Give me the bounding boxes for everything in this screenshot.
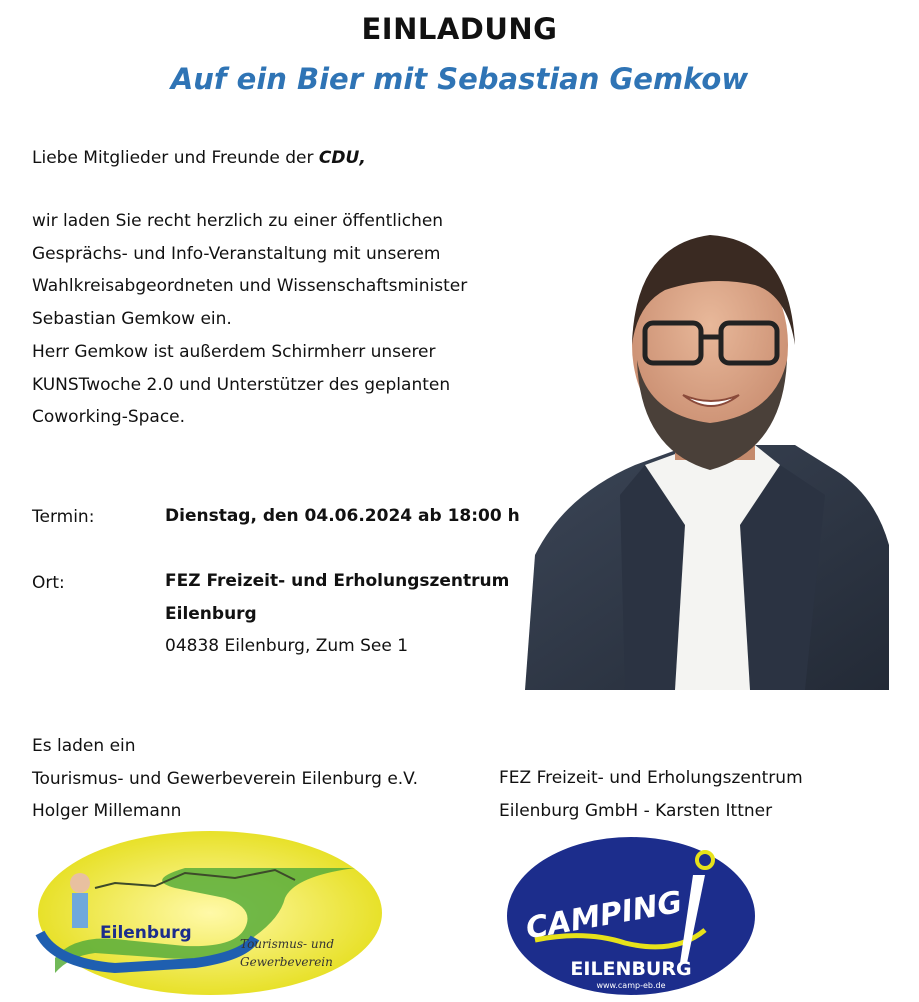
body-line: KUNSTwoche 2.0 und Unterstützer des geplanten [32,374,451,395]
camping-logo [505,835,757,997]
inviters-intro: Es laden ein [32,736,136,756]
ort-line: 04838 Eilenburg, Zum See 1 [165,636,409,657]
inviter-line: Tourismus- und Gewerbeverein Eilenburg e.V. [32,768,419,789]
tourism-association-logo [35,828,385,998]
ort-value [165,565,509,663]
greeting-text: Liebe Mitglieder und Freunde der [32,148,314,168]
body-line: wir laden Sie recht herzlich zu einer öffentlichen [32,211,444,231]
camping-logo-url: www.camp-eb.de [596,981,666,990]
page-title: EINLADUNG [361,12,558,46]
body-line: Herr Gemkow ist außerdem Schirmherr unserer [32,341,436,362]
page-subtitle: Auf ein Bier mit Sebastian Gemkow [170,62,749,96]
camping-logo-word: CAMPING [523,884,685,947]
termin-label: Termin: [32,507,95,527]
inviters-left [32,730,418,828]
termin-value: Dienstag, den 04.06.2024 ab 18:00 h [165,506,520,526]
ort-line: FEZ Freizeit- und Erholungszentrum [165,571,510,591]
tourism-logo-sub2: Gewerbeverein [240,955,333,969]
body-line: Sebastian Gemkow ein. [32,309,232,330]
ort-label: Ort: [32,573,65,593]
inviters-right [499,762,803,827]
ort-line: Eilenburg [165,603,257,624]
body-line: Coworking-Space. [32,407,186,428]
greeting-party: CDU, [318,148,366,168]
tourism-logo-name: Eilenburg [100,923,192,943]
portrait-photo [525,195,889,690]
invitation-body [32,205,467,434]
inviter-line: FEZ Freizeit- und Erholungszentrum [499,768,803,788]
inviter-line: Eilenburg GmbH - Karsten Ittner [499,800,773,821]
camping-logo-town: EILENBURG [570,958,692,980]
greeting [32,142,366,175]
tourism-logo-sub1: Tourismus- und [240,937,335,951]
inviter-line: Holger Millemann [32,801,182,822]
body-line: Wahlkreisabgeordneten und Wissenschaftsminister [32,276,468,297]
body-line: Gesprächs- und Info-Veranstaltung mit unserem [32,243,441,264]
